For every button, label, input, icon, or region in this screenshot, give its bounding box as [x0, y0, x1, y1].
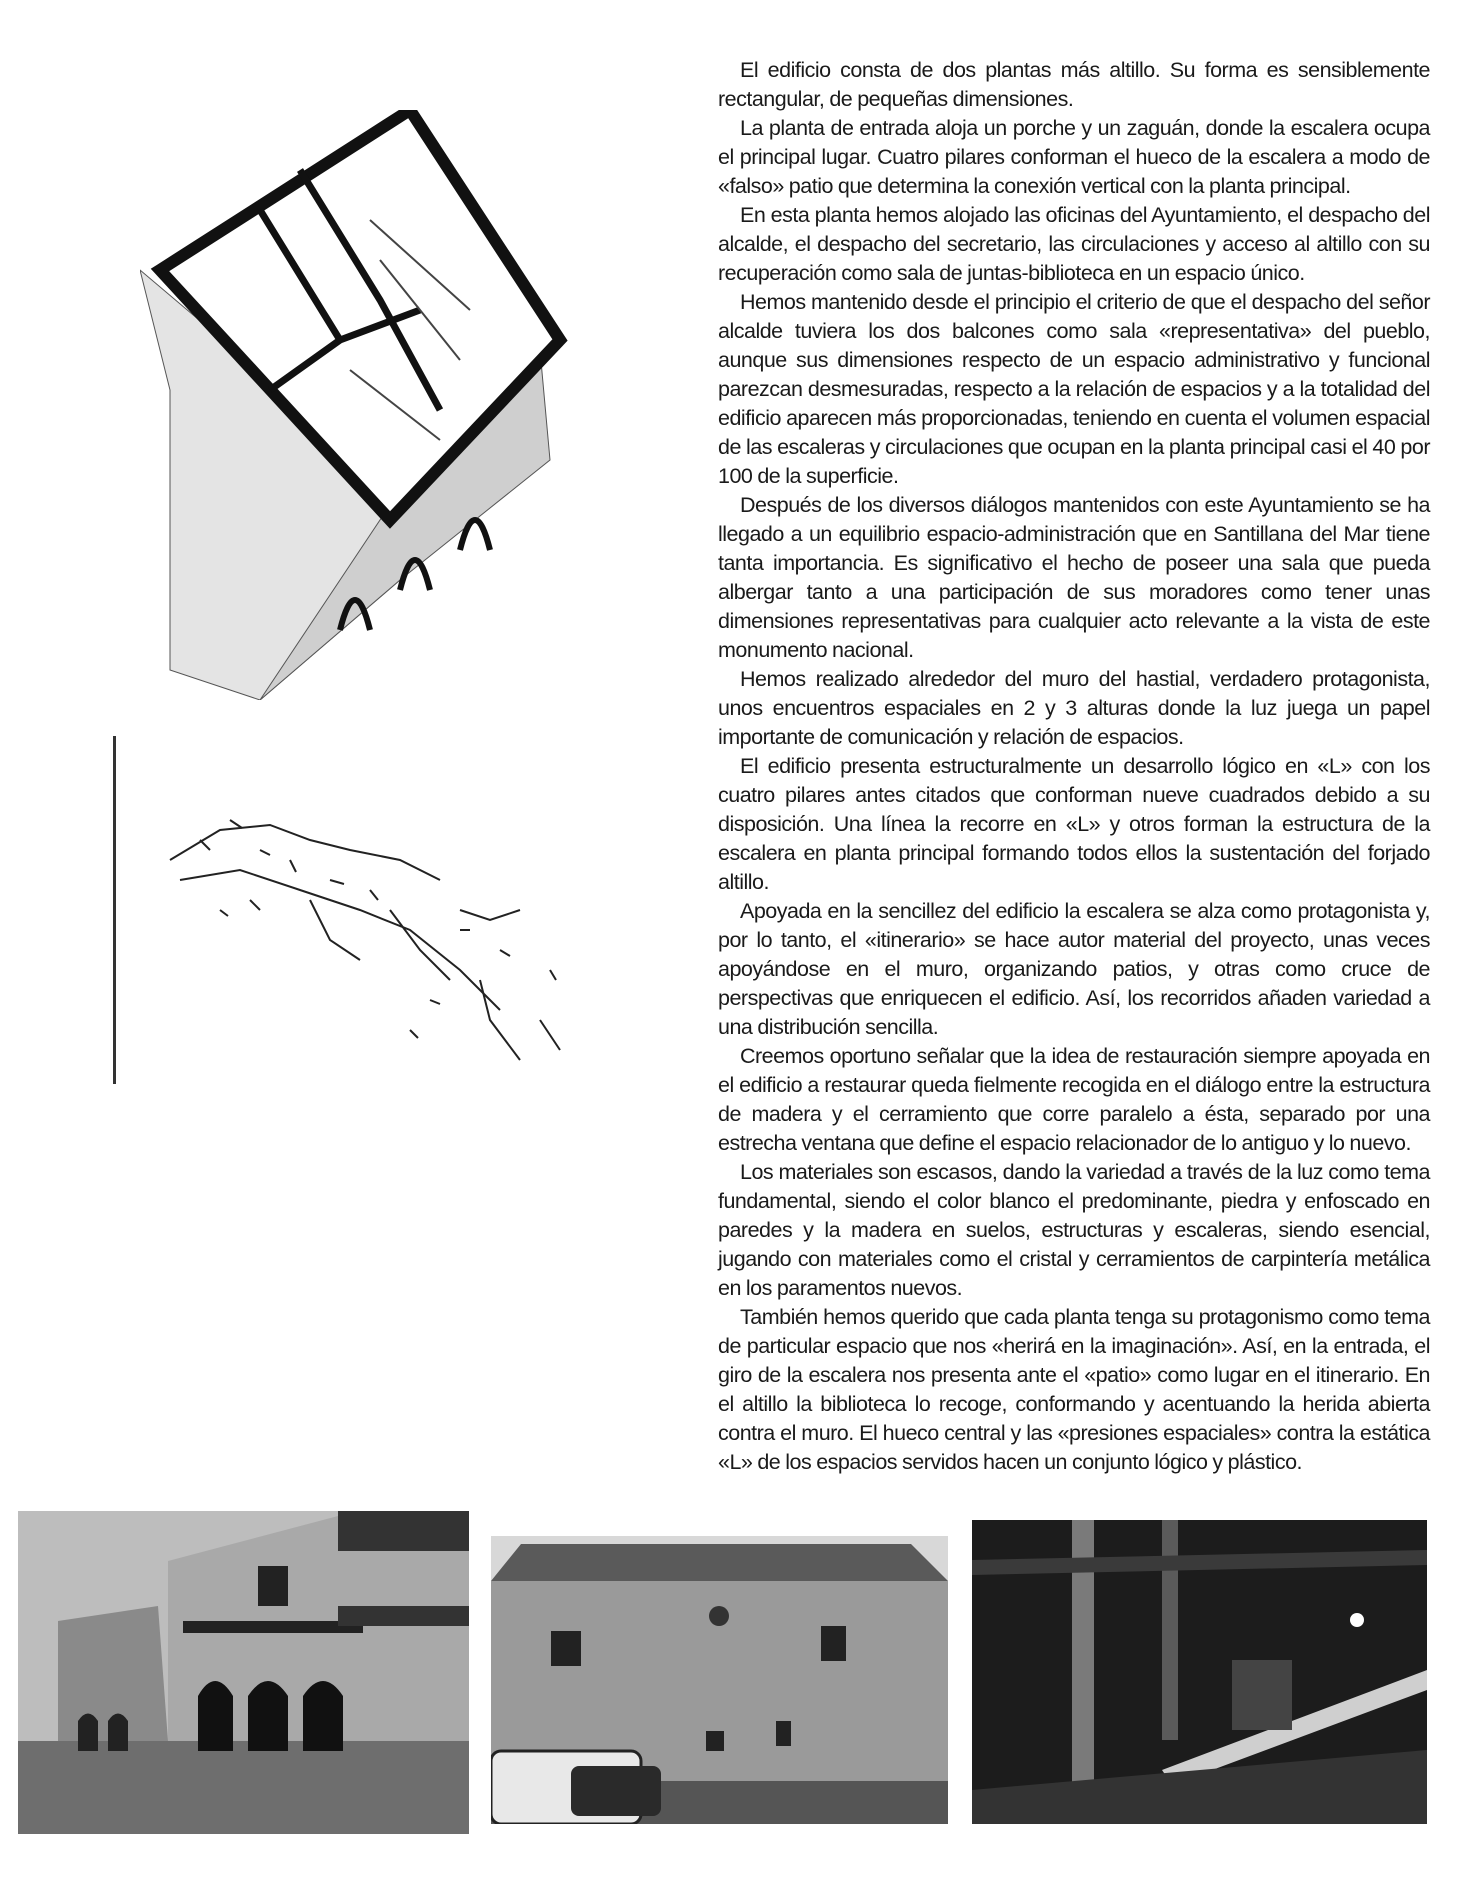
vertical-rule — [113, 736, 116, 1084]
paragraph: Después de los diversos diálogos mantenidos con este Ayuntamiento se ha llegado a un equilibrio espacio-administración que en Santillana del Mar tiene tanta importancia. Es significativo el hecho de poseer una sala que pueda albergar tanto a una participación de sus moradores como tener unas dimensiones representativas para cualquier acto relevante a la vista de este monumento nacional. — [718, 493, 1430, 662]
paragraph: Los materiales son escasos, dando la variedad a través de la luz como tema fundamental, siendo el color blanco el predominante, piedra y enfoscado en paredes y la madera en suelos, estructuras y escaleras, siendo esencial, jugando con materiales como el cristal y cerramientos de carpintería metálica en los paramentos nuevos. — [718, 1160, 1430, 1300]
paragraph: El edificio consta de dos plantas más altillo. Su forma es sensiblemente rectangular, de pequeñas dimensiones. — [718, 58, 1430, 111]
axonometric-drawing — [140, 110, 570, 700]
article-body — [718, 56, 1430, 1477]
paragraph: Creemos oportuno señalar que la idea de restauración siempre apoyada en el edificio a restaurar queda fielmente recogida en el diálogo entre la estructura de madera y el cerramiento que corre paralelo a ésta, separado por una estrecha ventana que define el espacio relacionador de lo antiguo y lo nuevo. — [718, 1044, 1430, 1155]
paragraph: También hemos querido que cada planta tenga su protagonismo como tema de particular espacio que nos «herirá en la imaginación». Así, en la entrada, el giro de la escalera nos presenta ante el «patio» como lugar en el itinerario. En el altillo la biblioteca lo recoge, conformando y acentuando la herida abierta contra el muro. El hueco central y las «presiones espaciales» contra la estática «L» de los espacios servidos hacen un conjunto lógico y plástico. — [718, 1305, 1430, 1474]
paragraph: Hemos mantenido desde el principio el criterio de que el despacho del señor alcalde tuviera los dos balcones como sala «representativa» del pueblo, aunque sus dimensiones respecto de un espacio administrativo y funcional parezcan desmesuradas, respecto a la relación de espacios y a la totalidad del edificio aparecen más proporcionadas, teniendo en cuenta el volumen espacial de las escaleras y circulaciones que ocupan en la planta principal casi el 40 por 100 de la superficie. — [718, 290, 1430, 488]
photo-building-side — [491, 1536, 948, 1824]
photo-interior-structure — [972, 1520, 1427, 1824]
paragraph: Apoyada en la sencillez del edificio la escalera se alza como protagonista y, por lo tanto, el «itinerario» se hace autor material del proyecto, unas veces apoyándose en el muro, organizando patios, y otras como cruce de perspectivas que enriquecen el edificio. Así, los recorridos añaden variedad a una distribución sencilla. — [718, 899, 1430, 1039]
paragraph: La planta de entrada aloja un porche y un zaguán, donde la escalera ocupa el principal lugar. Cuatro pilares conforman el hueco de la escalera a modo de «falso» patio que determina la conexión vertical con la planta principal. — [718, 116, 1430, 198]
paragraph: En esta planta hemos alojado las oficinas del Ayuntamiento, el despacho del alcalde, el despacho del secretario, las circulaciones y acceso al altillo con su recuperación como sala de juntas-biblioteca en un espacio único. — [718, 203, 1430, 285]
site-plan-sketch — [160, 800, 596, 1075]
photo-town-hall-facade — [18, 1511, 469, 1834]
paragraph: Hemos realizado alrededor del muro del hastial, verdadero protagonista, unos encuentros espaciales en 2 y 3 alturas donde la luz juega un papel importante de comunicación y relación de espacios. — [718, 667, 1430, 749]
paragraph: El edificio presenta estructuralmente un desarrollo lógico en «L» con los cuatro pilares antes citados que conforman nueve cuadrados debido a su disposición. Una línea la recorre en «L» y otros forman la estructura de la escalera en planta principal formando todos ellos la sustentación del forjado altillo. — [718, 754, 1430, 894]
